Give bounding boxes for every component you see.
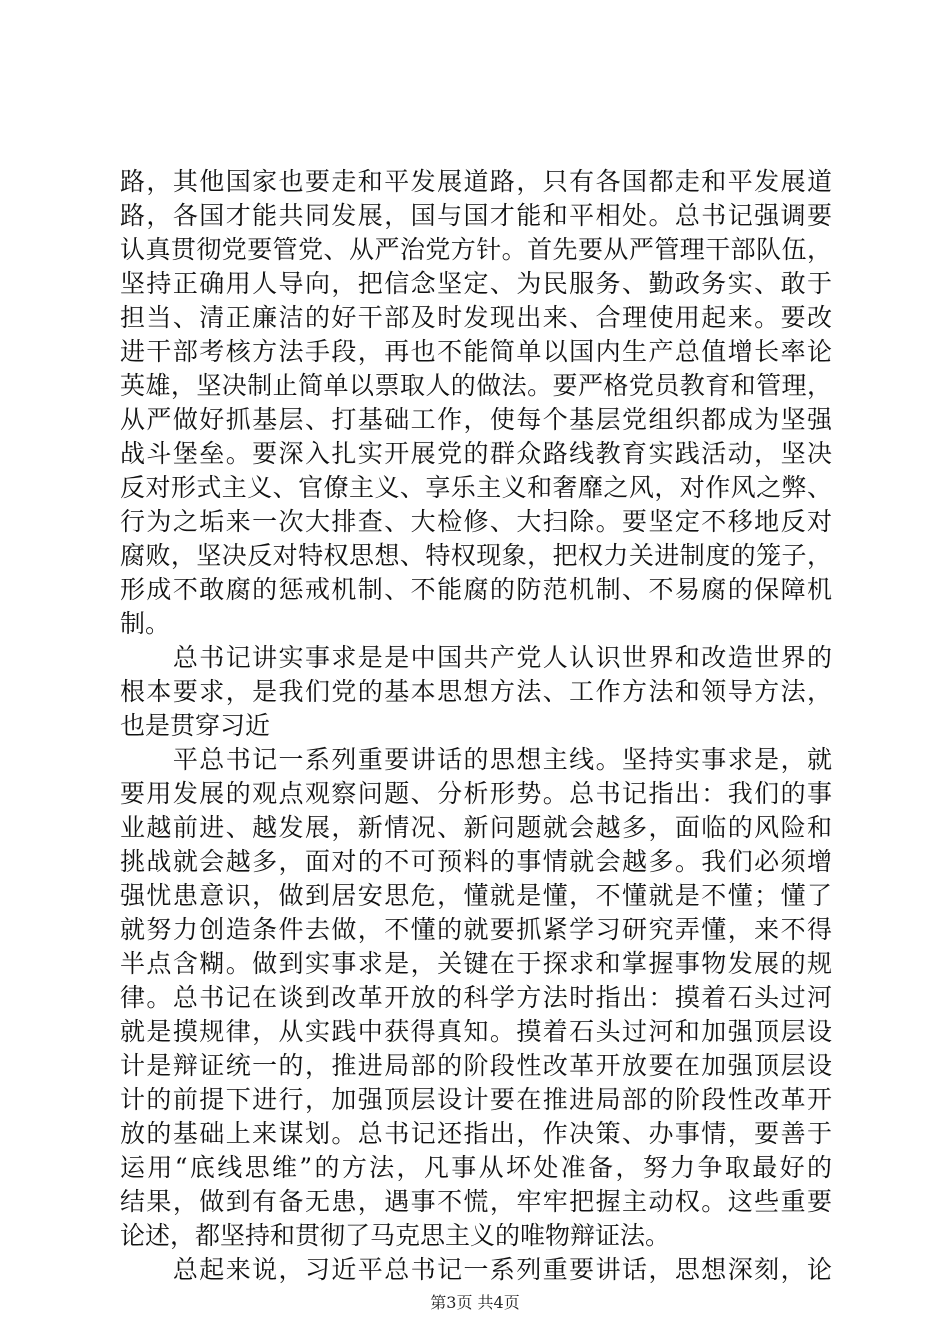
text-line: 就是摸规律，从实践中获得真知。摸着石头过河和加强顶层设 [120, 1017, 832, 1046]
text-line: 反对形式主义、官僚主义、享乐主义和奢靡之风，对作风之弊、 [120, 473, 832, 502]
text-line: 论述，都坚持和贯彻了马克思主义的唯物辩证法。 [120, 1221, 671, 1250]
text-line: 从严做好抓基层、打基础工作，使每个基层党组织都成为坚强 [120, 405, 832, 434]
text-line: 运用“底线思维”的方法，凡事从坏处准备，努力争取最好的 [120, 1153, 832, 1182]
text-line: 挑战就会越多，面对的不可预料的事情就会越多。我们必须增 [120, 847, 832, 876]
text-line: 业越前进、越发展，新情况、新问题就会越多，面临的风险和 [120, 813, 832, 842]
text-line: 认真贯彻党要管党、从严治党方针。首先要从严管理干部队伍， [120, 235, 832, 264]
text-line: 律。总书记在谈到改革开放的科学方法时指出：摸着石头过河 [120, 983, 832, 1012]
text-line: 英雄，坚决制止简单以票取人的做法。要严格党员教育和管理， [120, 371, 832, 400]
text-line: 放的基础上来谋划。总书记还指出，作决策、办事情，要善于 [120, 1119, 832, 1148]
text-line: 半点含糊。做到实事求是，关键在于探求和掌握事物发展的规 [120, 949, 832, 978]
text-line: 形成不敢腐的惩戒机制、不能腐的防范机制、不易腐的保障机 [120, 575, 832, 604]
text-line: 根本要求，是我们党的基本思想方法、工作方法和领导方法， [120, 677, 832, 706]
text-line: 制。 [120, 609, 171, 638]
text-line: 就努力创造条件去做，不懂的就要抓紧学习研究弄懂，来不得 [120, 915, 832, 944]
text-line: 路，各国才能共同发展，国与国才能和平相处。总书记强调要 [120, 201, 832, 230]
text-line: 也是贯穿习近 [120, 711, 271, 740]
text-line: 强忧患意识，做到居安思危，懂就是懂，不懂就是不懂；懂了 [120, 881, 832, 910]
text-line: 计是辩证统一的，推进局部的阶段性改革开放要在加强顶层设 [120, 1051, 832, 1080]
text-line: 要用发展的观点观察问题、分析形势。总书记指出：我们的事 [120, 779, 832, 808]
text-line: 行为之垢来一次大排查、大检修、大扫除。要坚定不移地反对 [120, 507, 832, 536]
text-line: 路，其他国家也要走和平发展道路，只有各国都走和平发展道 [120, 167, 832, 196]
text-line: 担当、清正廉洁的好干部及时发现出来、合理使用起来。要改 [120, 303, 832, 332]
text-line: 坚持正确用人导向，把信念坚定、为民服务、勤政务实、敢于 [120, 269, 832, 298]
text-line: 结果，做到有备无患，遇事不慌，牢牢把握主动权。这些重要 [120, 1187, 832, 1216]
text-line: 总起来说，习近平总书记一系列重要讲话，思想深刻，论 [120, 1255, 832, 1284]
text-line: 计的前提下进行，加强顶层设计要在推进局部的阶段性改革开 [120, 1085, 832, 1114]
text-line: 平总书记一系列重要讲话的思想主线。坚持实事求是，就 [120, 745, 832, 774]
text-line: 总书记讲实事求是是中国共产党人认识世界和改造世界的 [120, 643, 832, 672]
text-line: 腐败，坚决反对特权思想、特权现象，把权力关进制度的笼子， [120, 541, 832, 570]
page-footer: 第3页 共4页 [430, 1293, 520, 1312]
text-line: 进干部考核方法手段，再也不能简单以国内生产总值增长率论 [120, 337, 832, 366]
text-line: 战斗堡垒。要深入扎实开展党的群众路线教育实践活动，坚决 [120, 439, 832, 468]
